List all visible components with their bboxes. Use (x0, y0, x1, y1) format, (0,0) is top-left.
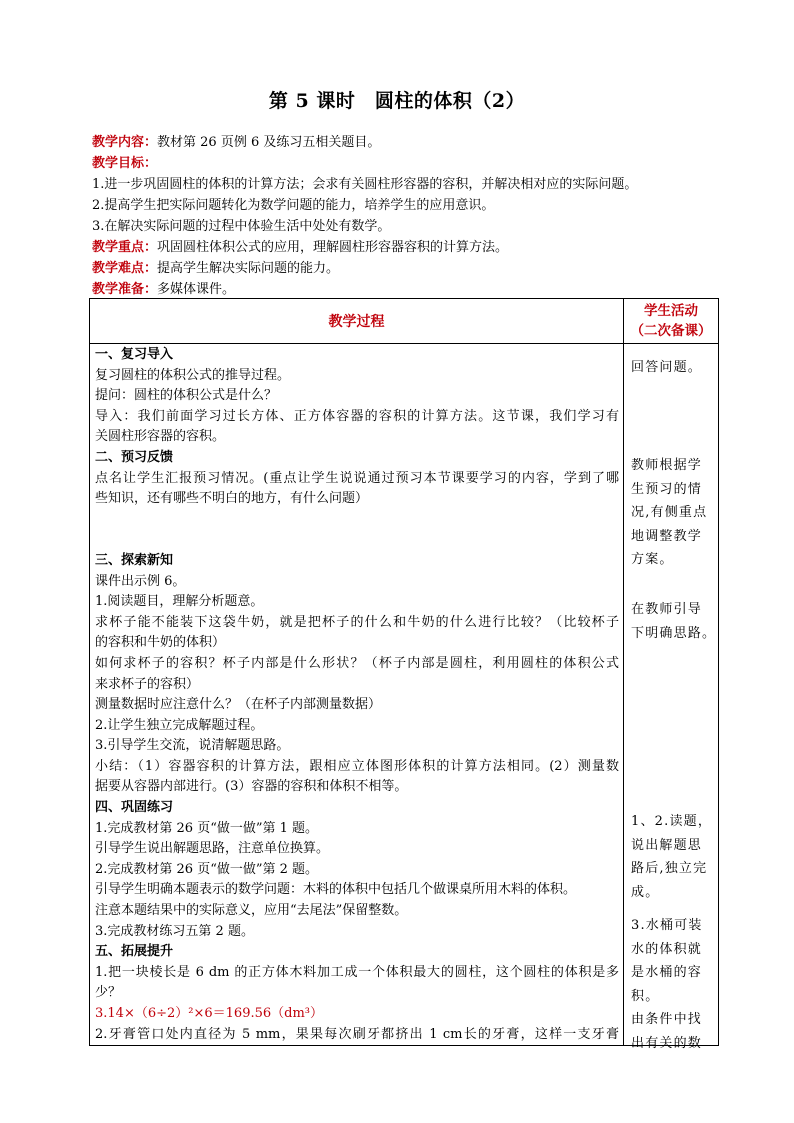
teaching-process-table (89, 298, 719, 1051)
process-line: 引导学生说出解题思路，注意单位换算。 (95, 841, 330, 857)
activity-line: 积。 (631, 988, 660, 1004)
activity-line: 在教师引导 (631, 602, 703, 617)
table-body-row (90, 344, 719, 1046)
activity-line: 成。 (631, 884, 660, 900)
process-line: 课件出示例 6。 (95, 573, 186, 589)
process-line: 些知识，还有哪些不明白的地方，有什么问题） (95, 491, 369, 507)
process-line: 来求杯子的容积） (95, 676, 200, 692)
header-student-activity (624, 299, 719, 344)
activity-line: 教师根据学 (631, 458, 703, 473)
process-line: 点名让学生汇报预习情况。(重点让学生说说通过预习本节课要学习的内容，学到了哪 (95, 470, 619, 486)
section-heading: 三、探索新知 (95, 552, 174, 568)
activity-line: 由条件中找 (631, 1012, 703, 1028)
section-heading: 一、复习导入 (95, 347, 174, 362)
process-line: 2.牙膏管口处内直径为 5 mm，果果每次刷牙都挤出 1 cm长的牙膏，这样一支牙膏 (95, 1026, 619, 1042)
header-side-line-2: （二次备课） (630, 323, 712, 339)
section-heading: 二、预习反馈 (95, 449, 174, 465)
activity-line: 水的体积就 (631, 941, 703, 957)
process-lines (95, 345, 619, 1045)
process-line: 复习圆柱的体积公式的推导过程。 (95, 367, 291, 383)
header-teaching-process: 教学过程 (90, 299, 624, 344)
activity-note (631, 598, 717, 645)
activity-cell (624, 344, 719, 1051)
process-line: 3.14×（6÷2）²×6＝169.56（dm³） (95, 1006, 323, 1021)
activity-note (631, 356, 714, 380)
process-line: 2.完成教材第 26 页“做一做”第 2 题。 (95, 861, 319, 877)
content-label: 教学内容： (92, 135, 158, 150)
prep-text: 多媒体课件。 (157, 282, 236, 297)
difficulty-row (92, 258, 732, 279)
process-line: 2.让学生独立完成解题过程。 (95, 717, 264, 733)
content-row (92, 132, 732, 153)
prep-label: 教学准备： (92, 282, 158, 297)
activity-line: 出有关的数 (631, 1035, 703, 1051)
difficulty-label: 教学难点： (92, 261, 158, 276)
activity-line: 下明确思路。 (631, 625, 717, 641)
activity-line: 生预习的情 (631, 481, 703, 497)
goal-item: 3.在解决实际问题的过程中体验生活中处处有数学。 (92, 219, 391, 234)
process-line: 小结：（1）容器容积的计算方法，跟相应立体图形体积的计算方法相同。(2）测量数 (95, 758, 619, 774)
process-line (95, 530, 619, 551)
process-line: 1.把一块棱长是 6 dm 的正方体木料加工成一个体积最大的圆柱，这个圆柱的体积是多 (95, 964, 619, 980)
process-line: 测量数据时应注意什么？（在杯子内部测量数据） (95, 697, 382, 713)
process-cell (90, 344, 624, 1046)
goals-label: 教学目标： (92, 156, 158, 171)
activity-line: 况,有侧重点 (631, 505, 708, 521)
process-line: 如何求杯子的容积？杯子内部是什么形状？（杯子内部是圆柱，利用圆柱的体积公式 (95, 655, 619, 671)
process-line: 提问：圆柱的体积公式是什么？ (95, 388, 278, 404)
process-line: 3.引导学生交流，说清解题思路。 (95, 738, 290, 754)
activity-line: 回答问题。 (631, 360, 703, 375)
difficulty-text: 提高学生解决实际问题的能力。 (157, 261, 340, 276)
activity-note (631, 810, 714, 904)
activity-line: 说出解题思 (631, 837, 703, 853)
lesson-meta (92, 132, 732, 300)
process-line: 3.完成教材练习五第 2 题。 (95, 923, 254, 939)
process-line (95, 510, 619, 531)
process-line: 注意本题结果中的实际意义，应用“去尾法”保留整数。 (95, 903, 408, 919)
process-line: 据要从容器内部进行。(3）容器的容积和体积不相等。 (95, 779, 408, 795)
section-heading: 五、拓展提升 (95, 944, 174, 960)
activity-note (631, 914, 714, 1056)
process-line: 少？ (95, 985, 122, 1001)
process-line: 关圆柱形容器的容积。 (95, 429, 226, 445)
activity-line: 路后,独立完 (631, 861, 708, 877)
activity-line: 地调整教学 (631, 528, 703, 544)
key-label: 教学重点： (92, 240, 158, 255)
process-line: 1.阅读题目，理解分析题意。 (95, 594, 264, 610)
table-header-row (90, 299, 719, 344)
page-title: 第 5 课时 圆柱的体积（2） (268, 90, 526, 112)
content-text: 教材第 26 页例 6 及练习五相关题目。 (157, 135, 381, 150)
process-line: 引导学生明确本题表示的数学问题：木料的体积中包括几个做课桌所用木料的体积。 (95, 882, 577, 898)
goal-item: 2.提高学生把实际问题转化为数学问题的能力，培养学生的应用意识。 (92, 198, 495, 213)
activity-note (631, 454, 714, 572)
activity-line: 3.水桶可装 (631, 918, 703, 933)
section-heading: 四、巩固练习 (95, 800, 174, 816)
key-text: 巩固圆柱体积公式的应用，理解圆柱形容器容积的计算方法。 (157, 240, 509, 255)
process-line: 的容积和牛奶的体积） (95, 635, 226, 651)
goals-row (92, 153, 732, 174)
process-line: 求杯子能不能装下这袋牛奶，就是把杯子的什么和牛奶的什么进行比较？（比较杯子 (95, 614, 619, 630)
activity-line: 方案。 (631, 552, 674, 568)
activity-line: 1、2.读题， (631, 814, 713, 829)
activity-lines (631, 344, 717, 1051)
prep-row (92, 279, 732, 300)
key-row (92, 237, 732, 258)
goal-item: 1.进一步巩固圆柱的体积的计算方法；会求有关圆柱形容器的容积，并解决相对应的实际问题。 (92, 177, 638, 192)
activity-line: 是水桶的容 (631, 965, 703, 981)
process-line: 1.完成教材第 26 页“做一做”第 1 题。 (95, 820, 319, 836)
header-side-line-1: 学生活动 (644, 303, 698, 319)
process-line: 导入：我们前面学习过长方体、正方体容器的容积的计算方法。这节课，我们学习有 (95, 408, 619, 424)
